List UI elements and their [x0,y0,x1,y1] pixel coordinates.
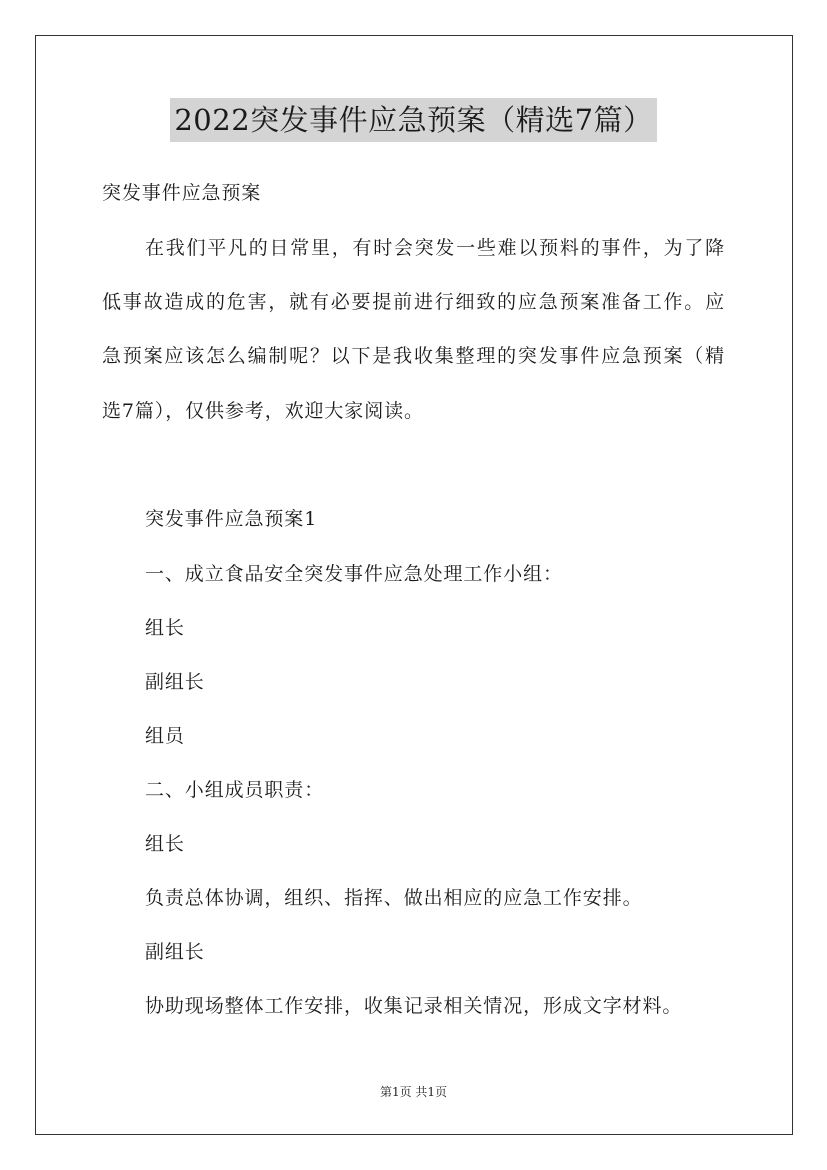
list-item: 一、成立食品安全突发事件应急处理工作小组： [145,563,563,585]
list-item: 组员 [145,725,185,747]
list-item: 副组长 [145,941,205,963]
list-item: 二、小组成员职责： [145,779,325,801]
intro-line-3: 急预案应该怎么编制呢？以下是我收集整理的突发事件应急预案（精 [102,345,725,367]
list-item: 负责总体协调，组织、指挥、做出相应的应急工作安排。 [145,887,643,909]
section-heading: 突发事件应急预案1 [145,508,318,530]
document-title-block [0,98,827,142]
page-footer: 第1页 共1页 [379,1085,448,1099]
list-item: 组长 [145,833,185,855]
document-subtitle: 突发事件应急预案 [102,182,262,204]
intro-line-1: 在我们平凡的日常里，有时会突发一些难以预料的事件，为了降 [145,237,725,259]
document-title: 2022突发事件应急预案（精选7篇） [170,98,656,142]
list-item: 协助现场整体工作安排，收集记录相关情况，形成文字材料。 [145,995,683,1017]
list-item: 组长 [145,617,185,639]
list-item: 副组长 [145,671,205,693]
intro-line-2: 低事故造成的危害，就有必要提前进行细致的应急预案准备工作。应 [102,291,725,313]
intro-line-4: 选7篇），仅供参考，欢迎大家阅读。 [102,400,424,422]
